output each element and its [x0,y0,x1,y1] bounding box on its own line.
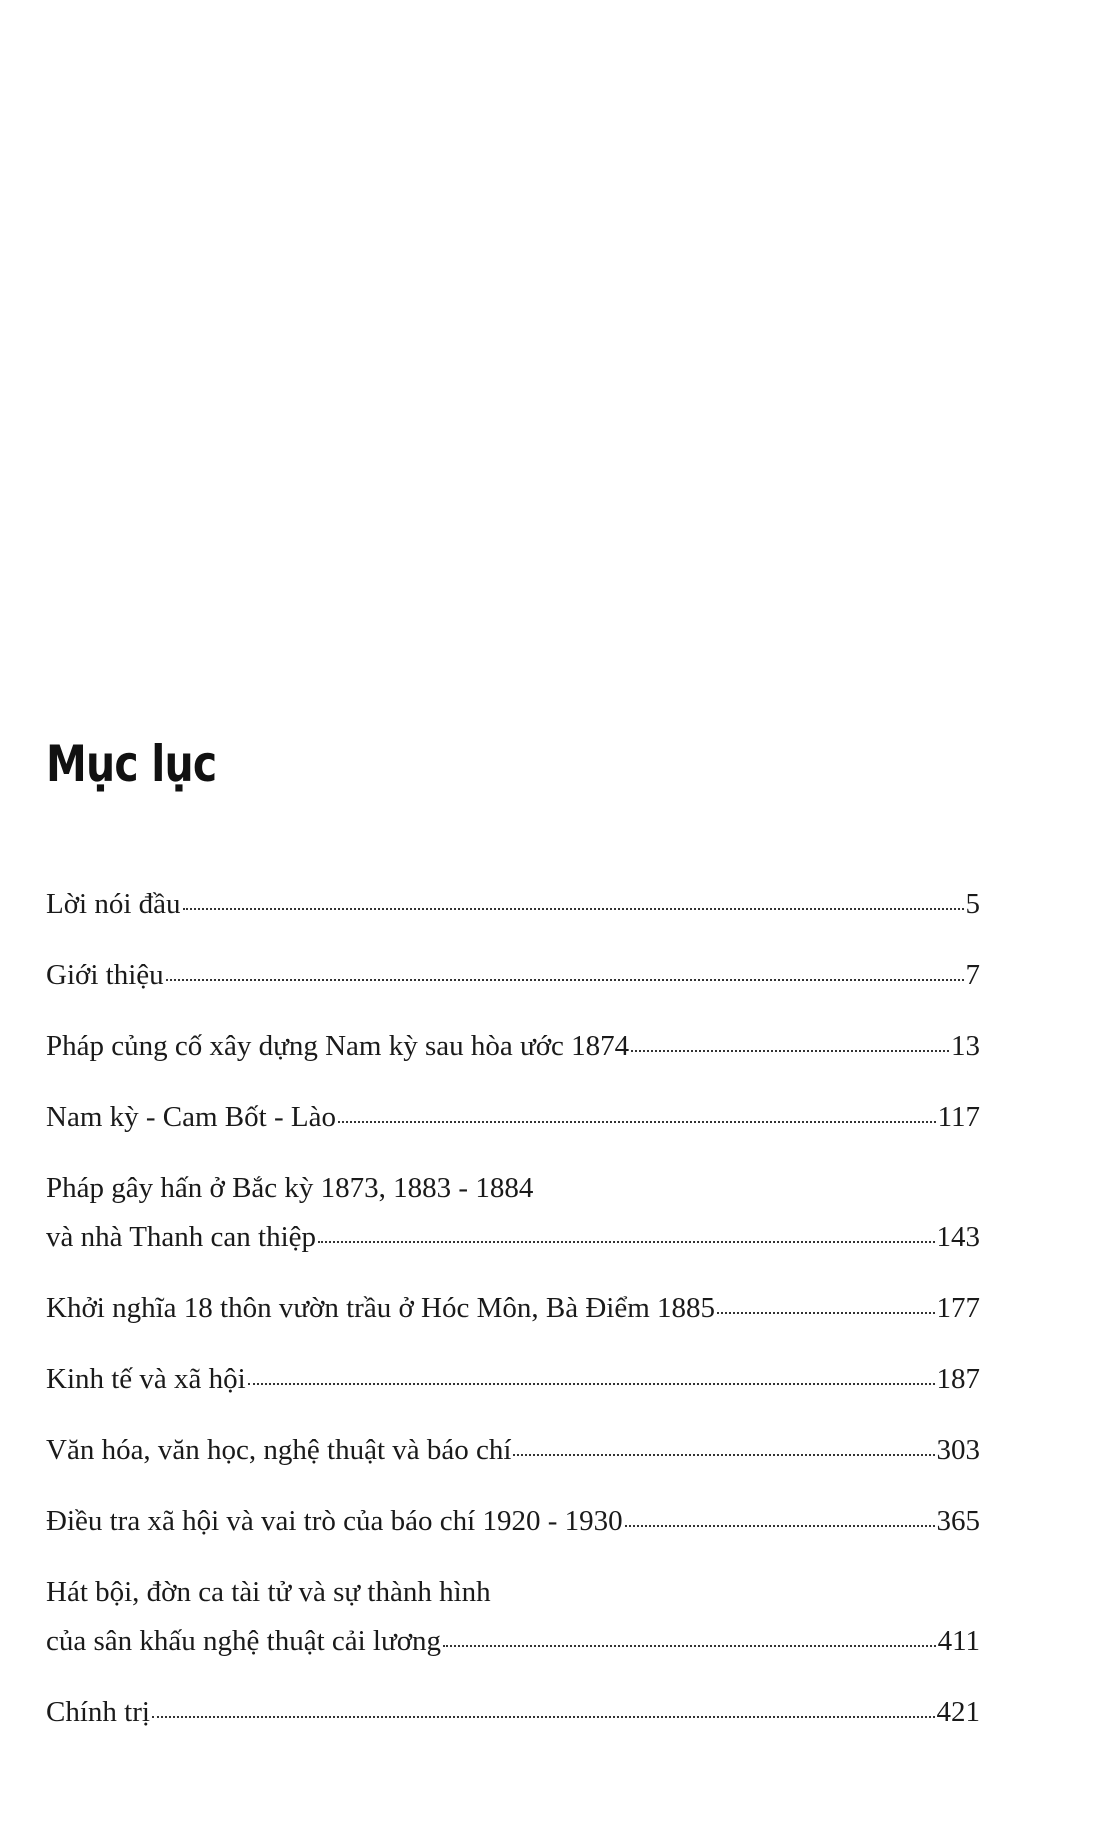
dot-leader [717,1312,934,1314]
toc-entry-title: Lời nói đầu [46,888,181,920]
toc-page-number: 7 [965,959,980,991]
toc-entry-title: và nhà Thanh can thiệp [46,1221,317,1253]
toc-entry [46,880,980,929]
toc-entry [46,1284,980,1333]
toc-page-number: 421 [936,1696,980,1728]
toc-entry [46,1497,980,1546]
toc-entry [46,1568,980,1666]
dot-leader [183,908,964,910]
dot-leader [166,979,964,981]
toc-entry [46,1093,980,1142]
dot-leader [625,1525,935,1527]
dot-leader [338,1121,936,1123]
toc-page-number: 143 [936,1221,980,1253]
toc-entry-title-line1: Hát bội, đờn ca tài tử và sự thành hình [46,1576,491,1608]
toc-page-number: 187 [936,1363,980,1395]
dot-leader [513,1454,934,1456]
toc-entry [46,1355,980,1404]
toc-entry-title: Giới thiệu [46,959,164,991]
toc-entry-title: Khởi nghĩa 18 thôn vườn trầu ở Hóc Môn, Bà Điểm 1885 [46,1292,716,1324]
toc-entry [46,1688,980,1737]
dot-leader [631,1050,949,1052]
dot-leader [443,1645,936,1647]
toc-page-number: 5 [965,888,980,920]
table-of-contents [46,880,980,1759]
dot-leader [152,1716,935,1718]
toc-entry [46,951,980,1000]
toc-entry-title-line1: Pháp gây hấn ở Bắc kỳ 1873, 1883 - 1884 [46,1172,534,1204]
toc-page-number: 177 [936,1292,980,1324]
toc-entry [46,1426,980,1475]
toc-page-number: 13 [951,1030,980,1062]
page-title: Mục lục [46,735,217,793]
toc-entry-title: Kinh tế và xã hội [46,1363,246,1395]
dot-leader [318,1241,934,1243]
toc-entry-title: Pháp củng cố xây dựng Nam kỳ sau hòa ước 1874 [46,1030,630,1062]
toc-entry [46,1164,980,1262]
toc-entry-title: Chính trị [46,1696,150,1728]
toc-entry-title: của sân khấu nghệ thuật cải lương [46,1625,442,1657]
toc-page-number: 303 [936,1434,980,1466]
toc-entry [46,1022,980,1071]
dot-leader [248,1383,935,1385]
toc-page-number: 365 [936,1505,980,1537]
toc-page-number: 117 [937,1101,980,1133]
toc-entry-title: Điều tra xã hội và vai trò của báo chí 1920 - 1930 [46,1505,623,1537]
toc-entry-title: Nam kỳ - Cam Bốt - Lào [46,1101,336,1133]
toc-page-number: 411 [937,1625,980,1657]
toc-entry-title: Văn hóa, văn học, nghệ thuật và báo chí [46,1434,512,1466]
